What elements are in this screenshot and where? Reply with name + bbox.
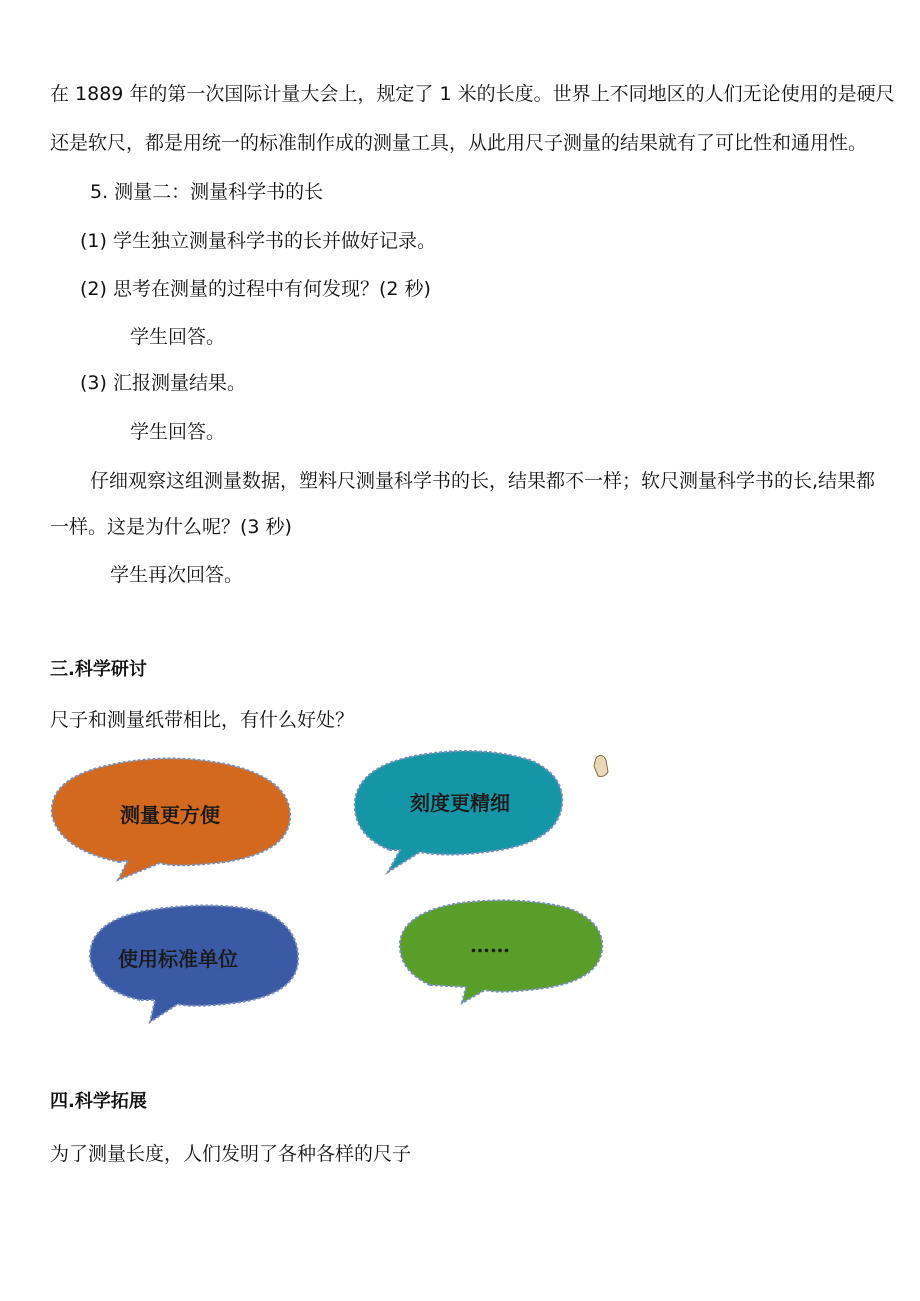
step-item: (2) 思考在测量的过程中有何发现？(2 秒) xyxy=(80,278,431,300)
bubble-label: …… xyxy=(470,933,510,957)
section-text: 为了测量长度，人们发明了各种各样的尺子 xyxy=(50,1143,412,1165)
student-answer: 学生回答。 xyxy=(130,421,226,443)
section-question: 尺子和测量纸带相比，有什么好处？ xyxy=(50,709,355,731)
student-answer: 学生回答。 xyxy=(130,326,226,348)
step-item: (1) 学生独立测量科学书的长并做好记录。 xyxy=(80,230,436,252)
speech-bubble xyxy=(400,900,602,1003)
speech-bubble xyxy=(52,759,290,881)
section-heading: 三.科学研讨 xyxy=(50,659,147,680)
paragraph-line: 在 1889 年的第一次国际计量大会上，规定了 1 米的长度。世界上不同地区的人们无论使用的是硬尺 xyxy=(50,83,895,105)
paragraph-line: 仔细观察这组测量数据，塑料尺测量科学书的长，结果都不一样；软尺测量科学书的长,结果都 xyxy=(90,470,876,492)
student-answer: 学生再次回答。 xyxy=(110,564,244,586)
speech-bubble xyxy=(355,751,562,872)
section-heading: 四.科学拓展 xyxy=(50,1091,147,1112)
bubble-label: 刻度更精细 xyxy=(410,791,510,815)
paragraph-line: 一样。这是为什么呢？(3 秒) xyxy=(50,516,292,538)
bubble-label: 使用标准单位 xyxy=(118,947,238,971)
hand-icon xyxy=(594,755,608,776)
paragraph-line: 还是软尺，都是用统一的标准制作成的测量工具，从此用尺子测量的结果就有了可比性和通用性。 xyxy=(50,132,868,154)
speech-bubble xyxy=(90,905,298,1022)
step-title: 5. 测量二：测量科学书的长 xyxy=(90,181,324,203)
bubble-label: 测量更方便 xyxy=(120,803,220,827)
step-item: (3) 汇报测量结果。 xyxy=(80,372,246,394)
